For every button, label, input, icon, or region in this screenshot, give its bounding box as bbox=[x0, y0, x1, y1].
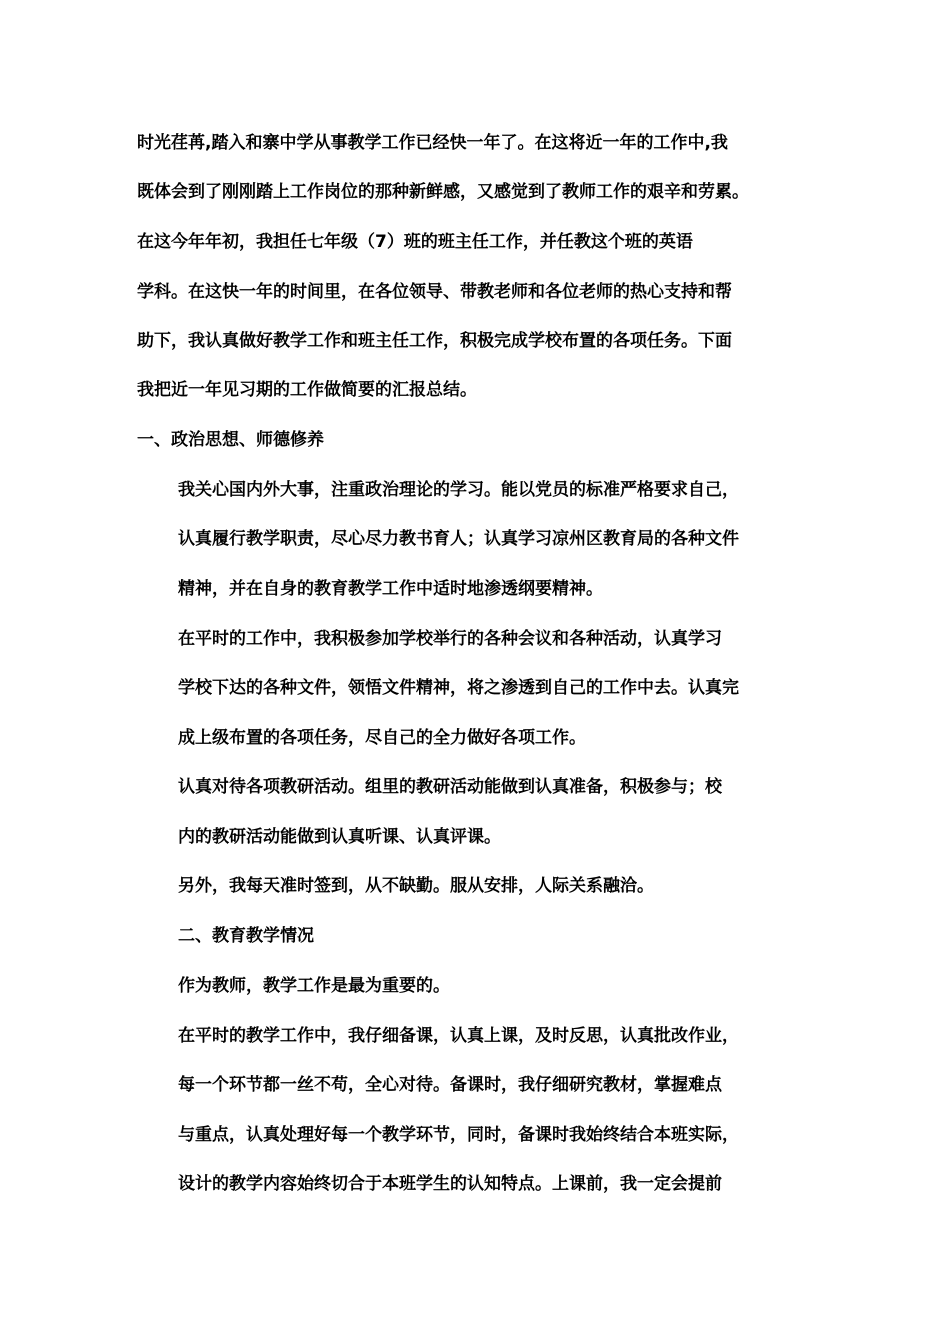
section-heading: 一、政治思想、师德修养 bbox=[137, 430, 324, 450]
paragraph-line: 每一个环节都一丝不苟，全心对待。备课时，我仔细研究教材，掌握难点 bbox=[178, 1075, 722, 1095]
paragraph-line: 我把近一年见习期的工作做简要的汇报总结。 bbox=[137, 380, 477, 400]
paragraph-line: 另外，我每天准时签到，从不缺勤。服从安排，人际关系融洽。 bbox=[178, 876, 654, 896]
paragraph-line: 精神，并在自身的教育教学工作中适时地渗透纲要精神。 bbox=[178, 579, 603, 599]
paragraph-line: 在平时的教学工作中，我仔细备课，认真上课，及时反思，认真批改作业， bbox=[178, 1026, 739, 1046]
paragraph-line: 在这今年年初，我担任七年级（7）班的班主任工作，并任教这个班的英语 bbox=[137, 232, 693, 252]
paragraph-line: 助下，我认真做好教学工作和班主任工作，积极完成学校布置的各项任务。下面 bbox=[137, 331, 732, 351]
paragraph-line: 成上级布置的各项任务，尽自己的全力做好各项工作。 bbox=[178, 728, 586, 748]
paragraph-line: 我关心国内外大事，注重政治理论的学习。能以党员的标准严格要求自己， bbox=[178, 480, 739, 500]
paragraph-line: 既体会到了刚刚踏上工作岗位的那种新鲜感，又感觉到了教师工作的艰辛和劳累。 bbox=[137, 182, 749, 202]
paragraph-line: 时光荏苒,踏入和寨中学从事教学工作已经快一年了。在这将近一年的工作中,我 bbox=[137, 133, 728, 153]
paragraph-line: 认真履行教学职责，尽心尽力教书育人；认真学习凉州区教育局的各种文件 bbox=[178, 529, 739, 549]
paragraph-line: 学校下达的各种文件，领悟文件精神，将之渗透到自己的工作中去。认真完 bbox=[178, 678, 739, 698]
paragraph-line: 学科。在这快一年的时间里，在各位领导、带教老师和各位老师的热心支持和帮 bbox=[137, 282, 732, 302]
paragraph-line: 在平时的工作中，我积极参加学校举行的各种会议和各种活动，认真学习 bbox=[178, 629, 722, 649]
paragraph-line: 内的教研活动能做到认真听课、认真评课。 bbox=[178, 827, 501, 847]
section-heading: 二、教育教学情况 bbox=[178, 926, 314, 946]
paragraph-line: 设计的教学内容始终切合于本班学生的认知特点。上课前，我一定会提前 bbox=[178, 1174, 722, 1194]
paragraph-line: 作为教师，教学工作是最为重要的。 bbox=[178, 976, 450, 996]
paragraph-line: 认真对待各项教研活动。组里的教研活动能做到认真准备，积极参与；校 bbox=[178, 777, 722, 797]
paragraph-line: 与重点，认真处理好每一个教学环节，同时，备课时我始终结合本班实际， bbox=[178, 1125, 739, 1145]
